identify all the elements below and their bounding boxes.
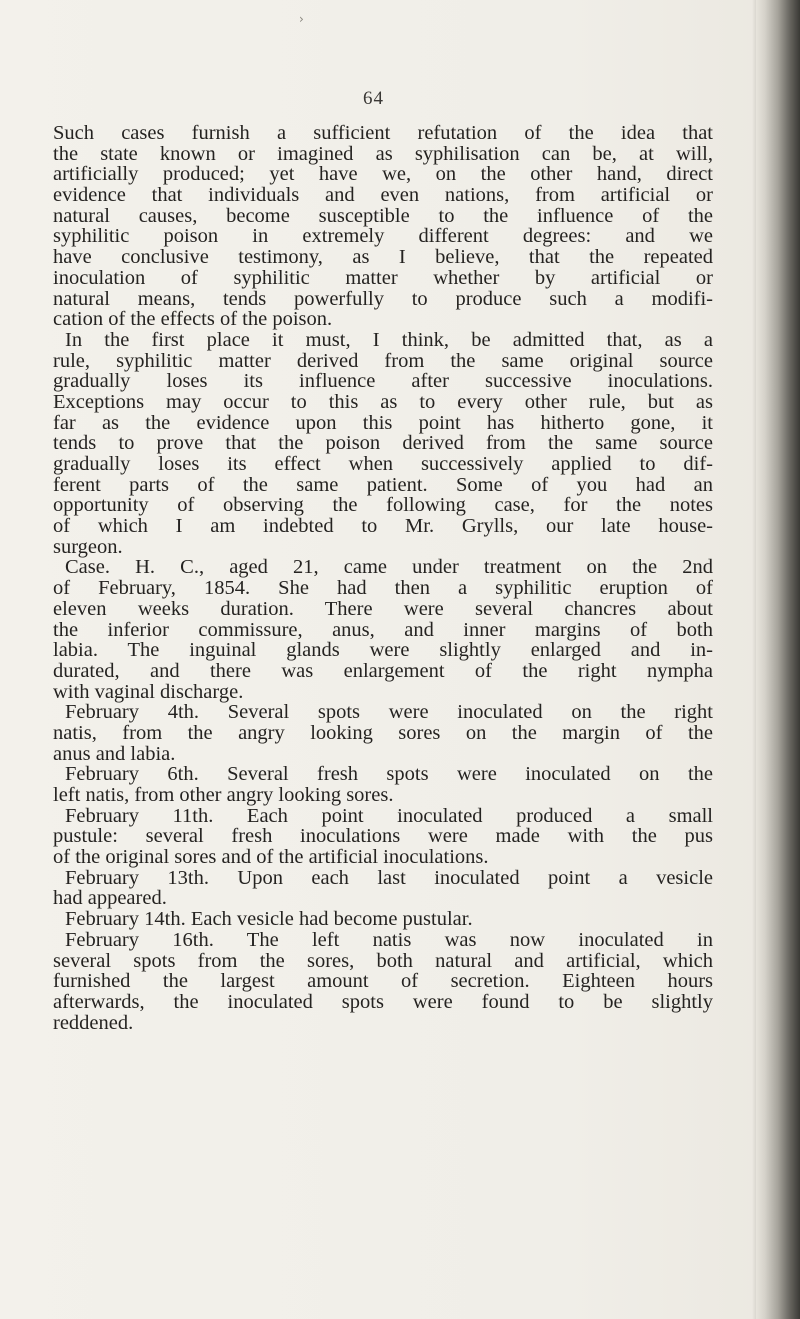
text-line: February 4th. Several spots were inoculated on the right — [65, 701, 713, 724]
text-line: far as the evidence upon this point has hitherto gone, it — [53, 411, 713, 434]
text-line: the inferior commissure, anus, and inner margins of both — [53, 618, 713, 641]
text-line: opportunity of observing the following case, for the notes — [53, 494, 713, 517]
text-line: of which I am indebted to Mr. Grylls, our late house- — [53, 515, 713, 538]
text-line: of the original sores and of the artificial inoculations. — [53, 846, 489, 869]
text-line: furnished the largest amount of secretion. Eighteen hours — [53, 970, 713, 993]
text-line: Case. H. C., aged 21, came under treatment on the 2nd — [65, 556, 713, 579]
text-line: the state known or imagined as syphilisation can be, at will, — [53, 142, 713, 165]
text-line: reddened. — [53, 1011, 134, 1034]
text-line: Exceptions may occur to this as to every other rule, but as — [53, 390, 713, 413]
text-line: February 11th. Each point inoculated produced a small — [65, 804, 713, 827]
text-line: had appeared. — [53, 887, 167, 910]
text-line: surgeon. — [53, 535, 123, 558]
text-line: natis, from the angry looking sores on the margin of the — [53, 721, 713, 744]
top-mark: › — [299, 12, 304, 26]
text-line: Such cases furnish a sufficient refutation of the idea that — [53, 122, 713, 144]
text-line: natural causes, become susceptible to the influence of the — [53, 204, 713, 227]
text-line: artificially produced; yet have we, on the other hand, direct — [53, 163, 713, 186]
text-line: have conclusive testimony, as I believe, that the repeated — [53, 246, 713, 269]
text-line: durated, and there was enlargement of the right nympha — [53, 659, 713, 682]
body-text — [53, 123, 713, 1033]
text-line: In the first place it must, I think, be admitted that, as a — [65, 328, 713, 351]
text-line: pustule: several fresh inoculations were made with the pus — [53, 825, 713, 848]
text-line: anus and labia. — [53, 742, 176, 765]
page-number: 64 — [363, 88, 384, 109]
text-line: with vaginal discharge. — [53, 680, 244, 703]
text-line: February 6th. Several fresh spots were inoculated on the — [65, 763, 713, 786]
book-spine — [756, 0, 800, 1319]
text-line: afterwards, the inoculated spots were found to be slightly — [53, 990, 713, 1013]
text-line: eleven weeks duration. There were several chancres about — [53, 597, 713, 620]
text-line: inoculation of syphilitic matter whether by artificial or — [53, 266, 713, 289]
text-line: tends to prove that the poison derived from the same source — [53, 432, 713, 455]
text-line: February 14th. Each vesicle had become pustular. — [65, 908, 473, 931]
text-line: rule, syphilitic matter derived from the same original source — [53, 349, 713, 372]
text-line: cation of the effects of the poison. — [53, 308, 333, 331]
text-line: gradually loses its influence after successive inoculations. — [53, 370, 713, 393]
text-line: ferent parts of the same patient. Some of you had an — [53, 473, 713, 496]
text-line: left natis, from other angry looking sores. — [53, 784, 394, 806]
text-line: labia. The inguinal glands were slightly enlarged and in- — [53, 639, 713, 662]
text-line: syphilitic poison in extremely different degrees: and we — [53, 225, 713, 248]
text-line: of February, 1854. She had then a syphilitic eruption of — [53, 577, 713, 600]
text-line: February 13th. Upon each last inoculated point a vesicle — [65, 866, 713, 889]
text-line: gradually loses its effect when successively applied to dif- — [53, 453, 713, 475]
text-line: several spots from the sores, both natural and artificial, which — [53, 949, 713, 972]
text-line: natural means, tends powerfully to produce such a modifi- — [53, 287, 713, 310]
text-line: evidence that individuals and even nations, from artificial or — [53, 184, 713, 207]
text-line: February 16th. The left natis was now inoculated in — [65, 928, 713, 951]
